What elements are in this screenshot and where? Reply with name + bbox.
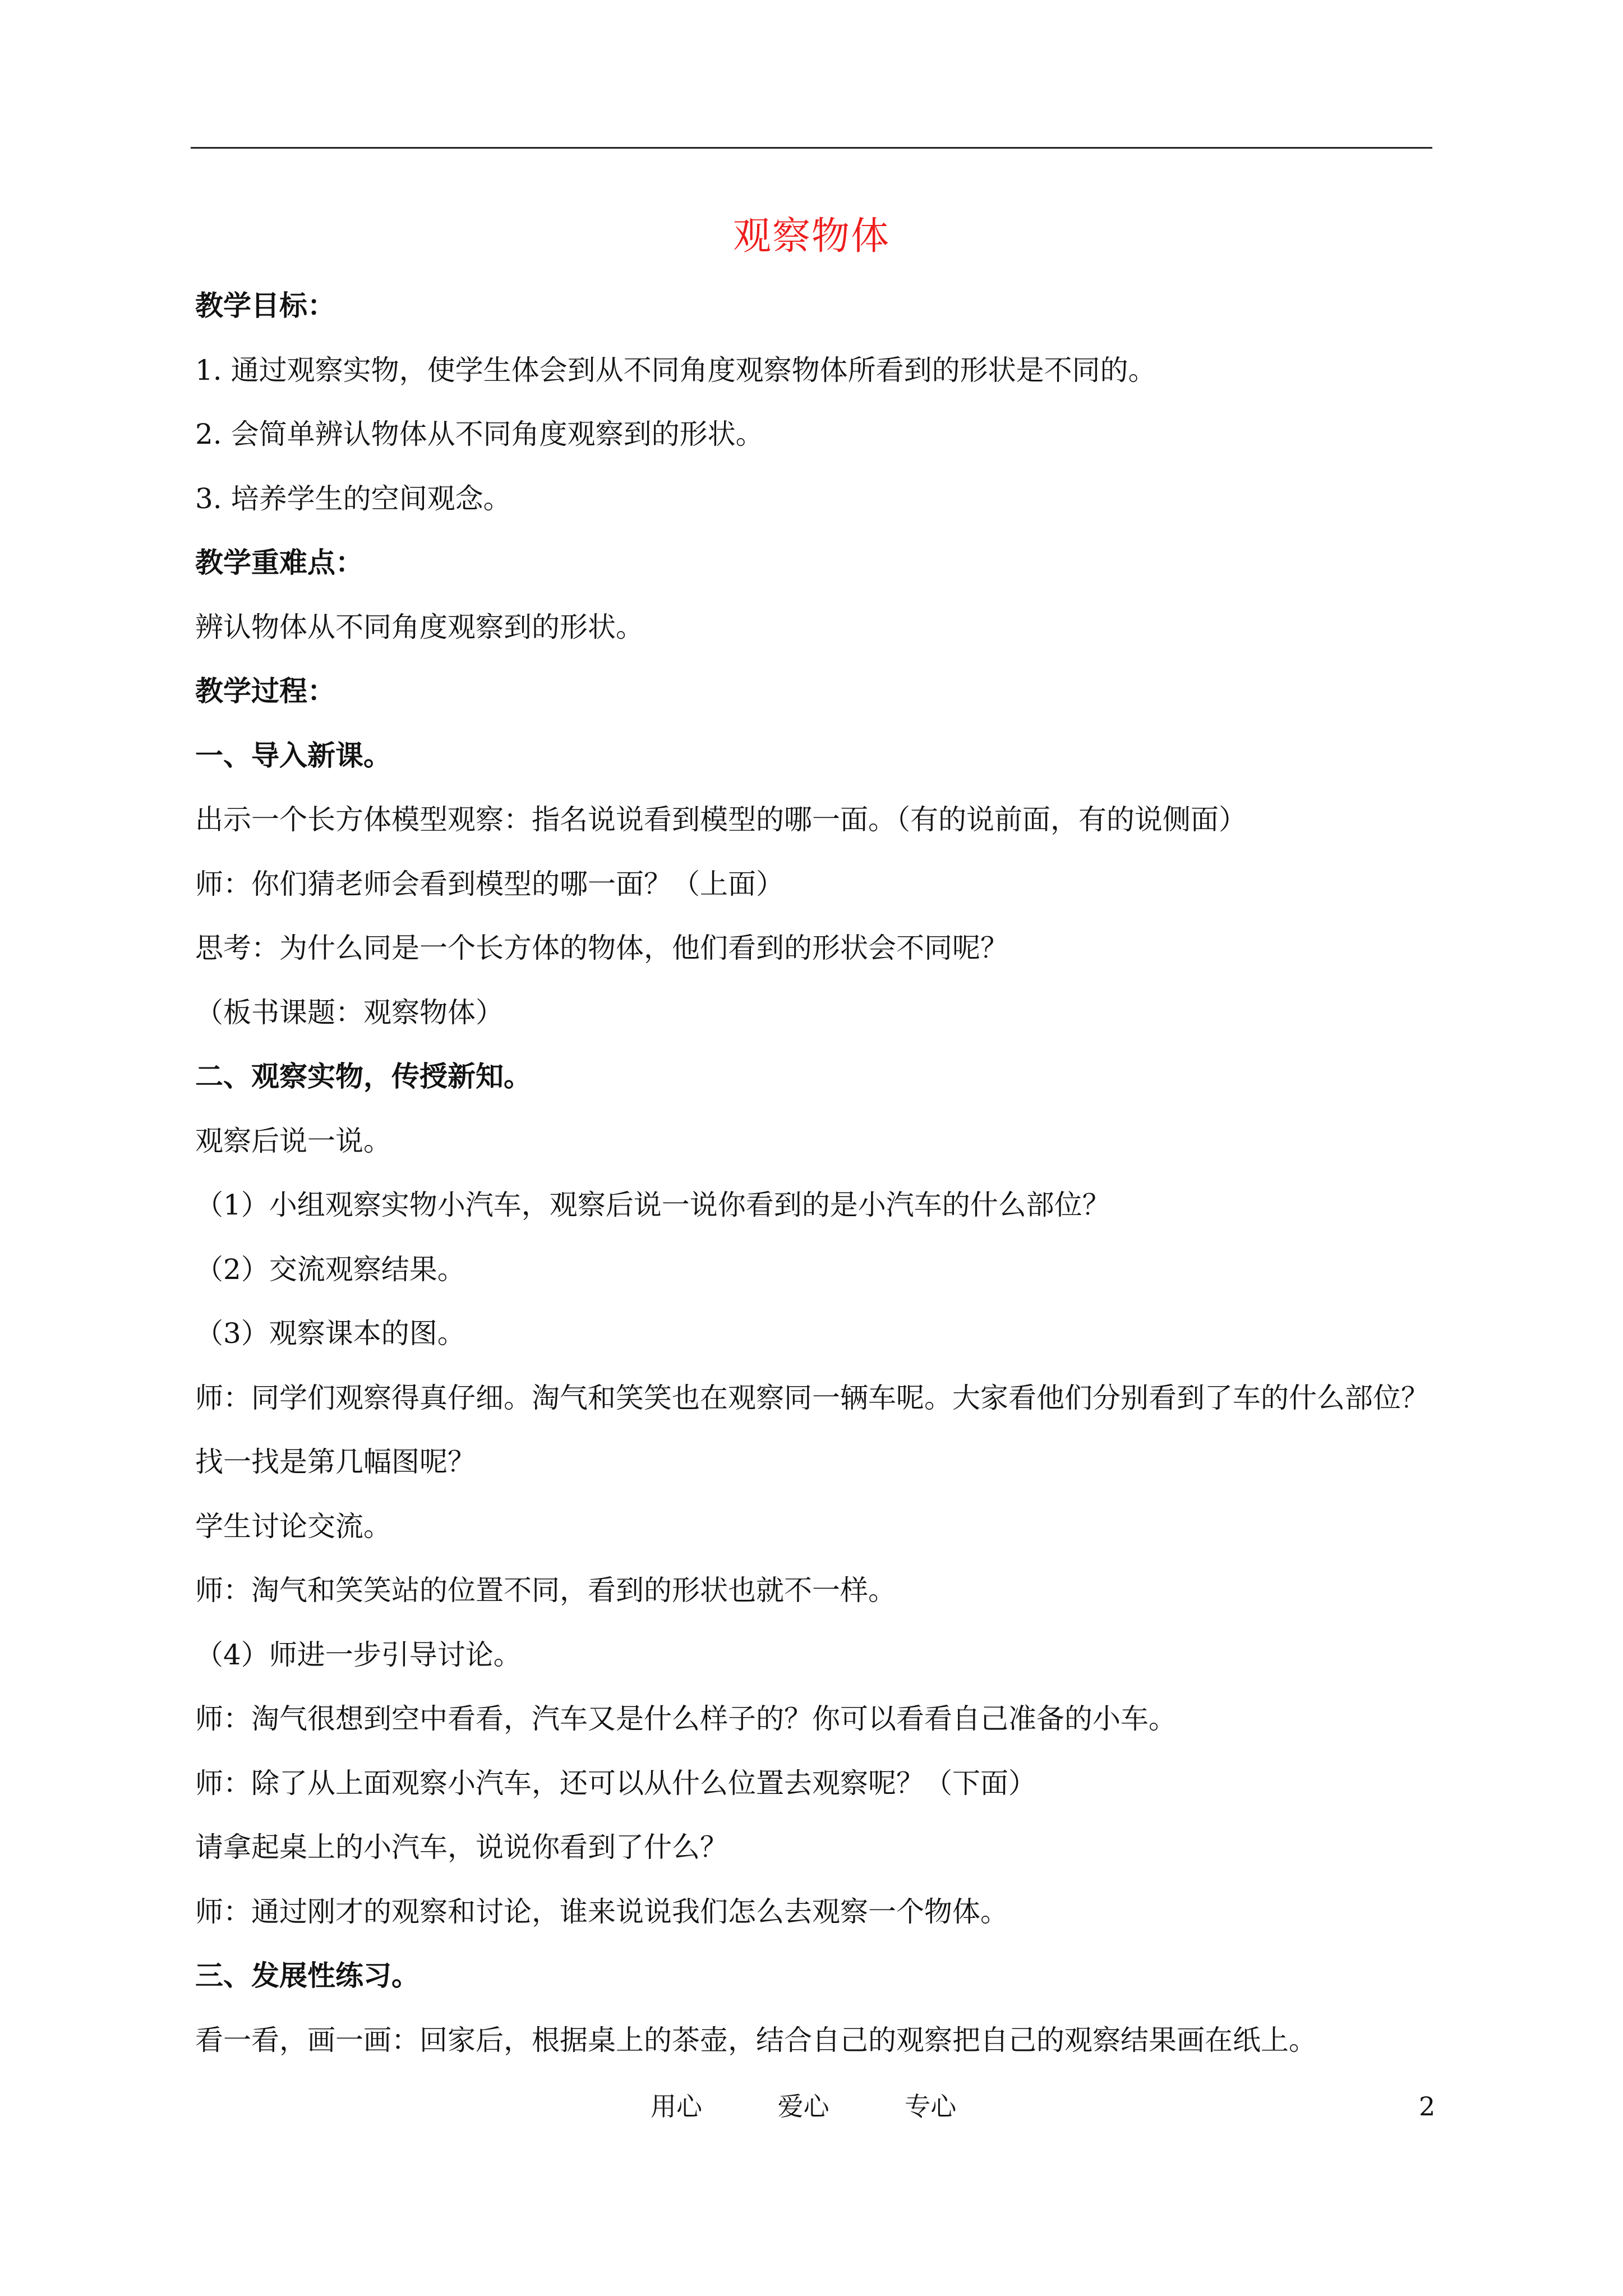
footer-mottos: [651, 2087, 1023, 2126]
body-line: （1）小组观察实物小汽车，观察后说一说你看到的是小汽车的什么部位？: [195, 1189, 1110, 1221]
header-rule: [191, 147, 1432, 149]
page-footer: [0, 2087, 1623, 2126]
body-line: 师：淘气很想到空中看看，汽车又是什么样子的？你可以看看自己准备的小车。: [195, 1703, 1177, 1735]
section-heading: 教学目标：: [195, 289, 335, 322]
body-line: 辨认物体从不同角度观察到的形状。: [195, 611, 644, 643]
body-line: （4）师进一步引导讨论。: [195, 1639, 522, 1671]
section-heading: 二、观察实物，传授新知。: [195, 1060, 532, 1093]
body-line: 思考：为什么同是一个长方体的物体，他们看到的形状会不同呢？: [195, 932, 1008, 964]
body-line: （3）观察课本的图。: [195, 1317, 465, 1350]
footer-motto: 爱心: [777, 2091, 829, 2122]
body-line: 学生讨论交流。: [195, 1510, 391, 1543]
body-line: 3. 培养学生的空间观念。: [195, 482, 511, 515]
body-line: 1. 通过观察实物，使学生体会到从不同角度观察物体所看到的形状是不同的。: [195, 354, 1156, 386]
footer-motto: 用心: [651, 2091, 702, 2122]
body-line: （2）交流观察结果。: [195, 1253, 465, 1286]
section-heading: 一、导入新课。: [195, 739, 391, 772]
body-line: （板书课题：观察物体）: [195, 996, 504, 1029]
body-line: 看一看，画一画：回家后，根据桌上的茶壶，结合自己的观察把自己的观察结果画在纸上。: [195, 2024, 1317, 2056]
section-heading: 教学重难点：: [195, 546, 363, 579]
body-line: 找一找是第几幅图呢？: [195, 1446, 476, 1478]
body-line: 出示一个长方体模型观察：指名说说看到模型的哪一面。（有的说前面，有的说侧面）: [195, 803, 1247, 836]
body-line: 师：除了从上面观察小汽车，还可以从什么位置去观察呢？（下面）: [195, 1767, 1036, 1800]
body-line: 师：同学们观察得真仔细。淘气和笑笑也在观察同一辆车呢。大家看他们分别看到了车的什么部位？: [195, 1382, 1429, 1414]
body-line: 师：淘气和笑笑站的位置不同，看到的形状也就不一样。: [195, 1574, 896, 1607]
section-heading: 教学过程：: [195, 674, 335, 707]
body-line: 师：通过刚才的观察和讨论，谁来说说我们怎么去观察一个物体。: [195, 1895, 1008, 1928]
body-line: 观察后说一说。: [195, 1125, 391, 1157]
body-line: 请拿起桌上的小汽车，说说你看到了什么？: [195, 1831, 728, 1864]
body-line: 2. 会简单辨认物体从不同角度观察到的形状。: [195, 418, 764, 450]
document-title: 观察物体: [732, 214, 890, 259]
footer-motto: 专心: [905, 2091, 957, 2122]
page-number: 2: [1419, 2091, 1436, 2122]
section-heading: 三、发展性练习。: [195, 1959, 419, 1992]
body-line: 师：你们猜老师会看到模型的哪一面？（上面）: [195, 868, 784, 900]
